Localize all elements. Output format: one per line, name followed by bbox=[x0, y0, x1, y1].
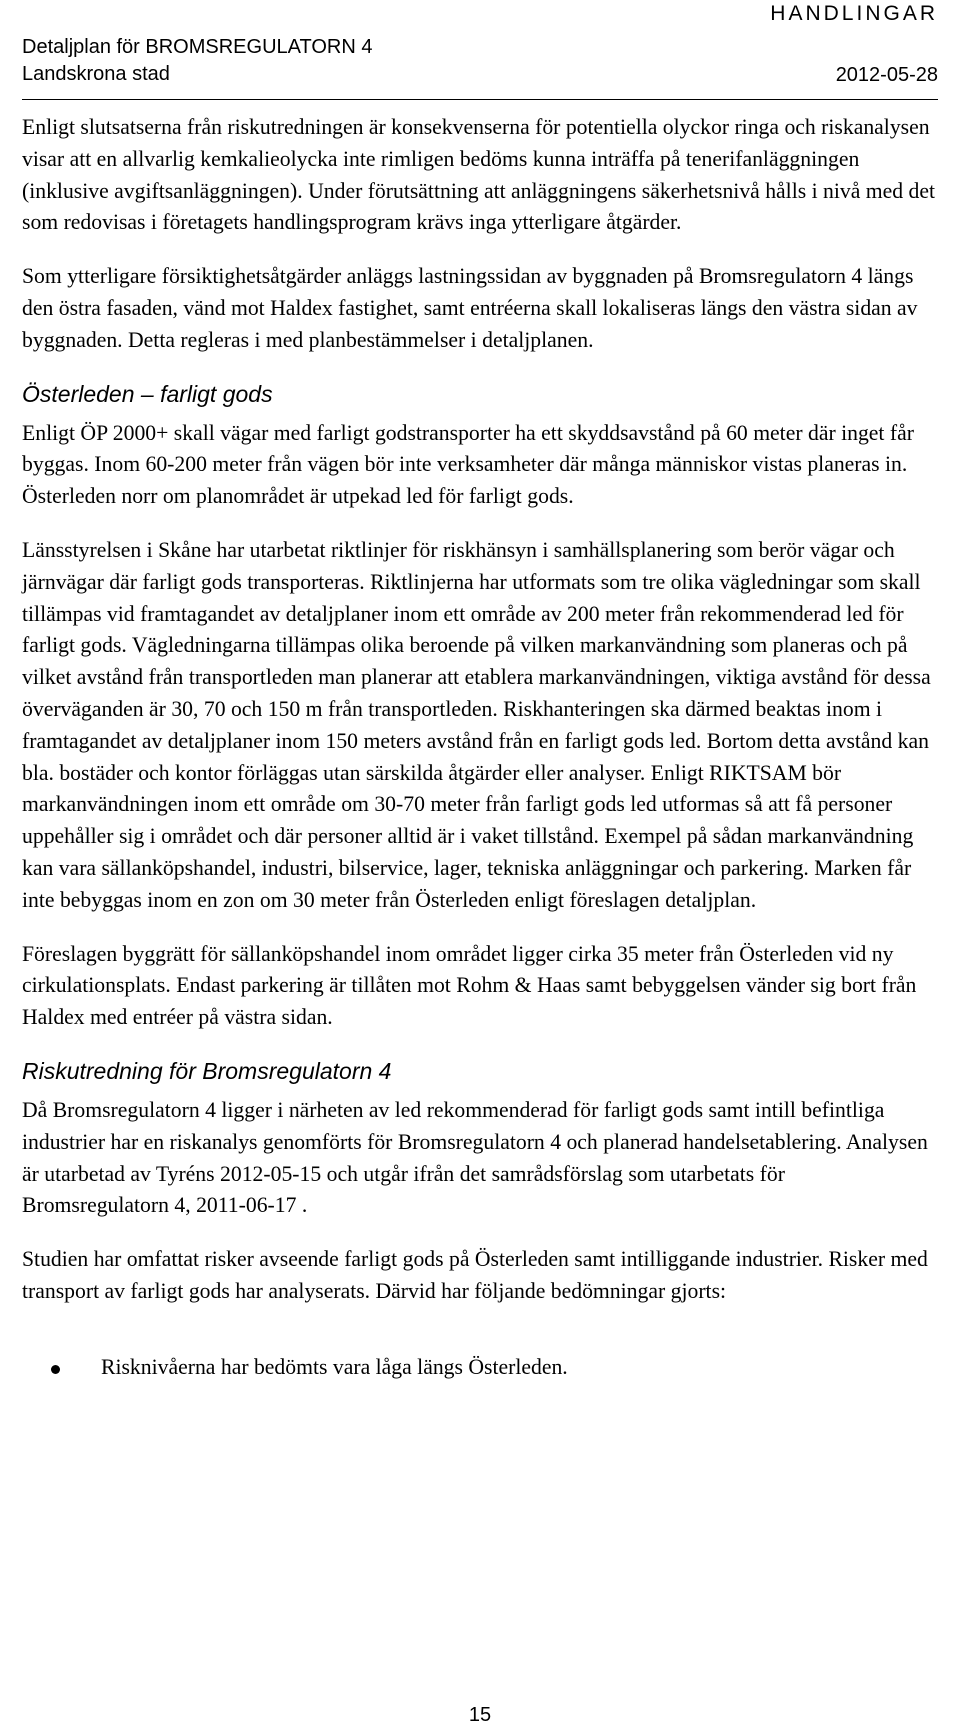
header-left bbox=[22, 34, 372, 88]
document-title: Detaljplan för BROMSREGULATORN 4 bbox=[22, 36, 373, 58]
list-item bbox=[22, 1352, 937, 1384]
document-type-label: HANDLINGAR bbox=[770, 2, 938, 25]
paragraph-consequences: Enligt slutsatserna från riskutredningen är konsekvenserna för potentiella olyckor ringa och riskanalysen visar att en allvarlig kemkalieolycka inte rimligen bedöms kunna inträffa på tenerifanläggningen (inklusive avgiftsanläggningen). Under förutsättning att anläggningens säkerhetsnivå hålls i nivå med det som redovisas i företagets handlingsprogram krävs inga ytterligare åtgärder. bbox=[22, 115, 936, 235]
header-divider bbox=[22, 99, 938, 100]
page-footer bbox=[0, 1702, 960, 1728]
heading-osterleden: Österleden – farligt gods bbox=[22, 380, 273, 407]
heading-riskutredning: Riskutredning för Bromsregulatorn 4 bbox=[22, 1057, 392, 1084]
paragraph-lansstyrelsen: Länsstyrelsen i Skåne har utarbetat riktlinjer för riskhänsyn i samhällsplanering som berör vägar och järnvägar där farligt gods transporteras. Riktlinjerna har utformats som tre olika vägledningar som skall tillämpas vid framtagandet av detaljplaner inom ett område av 200 meter från rekommenderad led för farligt gods. Vägledningarna tillämpas olika beroende på vilken markanvändning som planeras och på vilket avstånd från transportleden man planerar att etablera markanvändningen, viktiga avstånd för dessa överväganden är 30, 70 och 150 m från transportleden. Riskhanteringen ska därmed beaktas inom i framtagandet av detaljplaner inom 150 meters avstånd från en farligt gods led. Bortom detta avstånd kan bla. bostäder och kontor förläggas utan särskilda åtgärder eller analyser. Enligt RIKTSAM bör markanvändningen inom ett område om 30-70 meter från farligt gods led utformas så att få personer uppehåller sig i området och där personer alltid är i vaket tillstånd. Exempel på sådan markanvändning kan vara sällanköpshandel, industri, bilservice, lager, tekniska anläggningar och parkering. Marken får inte bebyggas inom en zon om 30 meter från Österleden enligt föreslagen detaljplan. bbox=[22, 537, 931, 912]
page-number: 15 bbox=[468, 1704, 492, 1726]
page-header bbox=[22, 0, 938, 100]
list-item-text: Risknivåerna har bedömts vara låga längs Österleden. bbox=[101, 1354, 568, 1379]
bullet-icon bbox=[51, 1365, 60, 1374]
document-body bbox=[22, 112, 937, 1384]
paragraph-op2000: Enligt ÖP 2000+ skall vägar med farligt godstransporter ha ett skyddsavstånd på 60 meter där inget får byggas. Inom 60-200 meter från vägen bör inte verksamheter där många människor vistas planeras in. Österleden norr om planområdet är utpekad led för farligt gods. bbox=[22, 420, 914, 509]
header-right bbox=[770, 0, 938, 89]
paragraph-riskanalys: Då Bromsregulatorn 4 ligger i närheten av led rekommenderad för farligt gods samt intill befintliga industrier har en riskanalys genomförts för Bromsregulatorn 4 och planerad handelsetablering. Analysen är utarbetad av Tyréns 2012-05-15 och utgår ifrån det samrådsförslag som utarbetats för Bromsregulatorn 4, 2011-06-17 . bbox=[22, 1097, 928, 1218]
municipality-name: Landskrona stad bbox=[22, 63, 170, 85]
paragraph-precautions: Som ytterligare försiktighetsåtgärder anläggs lastningssidan av byggnaden på Bromsregulatorn 4 längs den östra fasaden, vänd mot Haldex fastighet, samt entréerna skall lokaliseras längs den västra sidan av byggnaden. Detta regleras i med planbestämmelser i detaljplanen. bbox=[22, 264, 918, 352]
paragraph-studien: Studien har omfattat risker avseende farligt gods på Österleden samt intilliggande industrier. Risker med transport av farligt gods har analyserats. Därvid har följande bedömningar gjorts: bbox=[22, 1247, 928, 1303]
paragraph-byggratt: Föreslagen byggrätt för sällanköpshandel inom området ligger cirka 35 meter från Österleden vid ny cirkulationsplats. Endast parkering är tillåten mot Rohm & Haas samt bebyggelsen vänder sig bort från Haldex med entréer på västra sidan. bbox=[22, 941, 917, 1030]
document-date: 2012-05-28 bbox=[835, 64, 938, 86]
assessment-list bbox=[22, 1352, 937, 1384]
